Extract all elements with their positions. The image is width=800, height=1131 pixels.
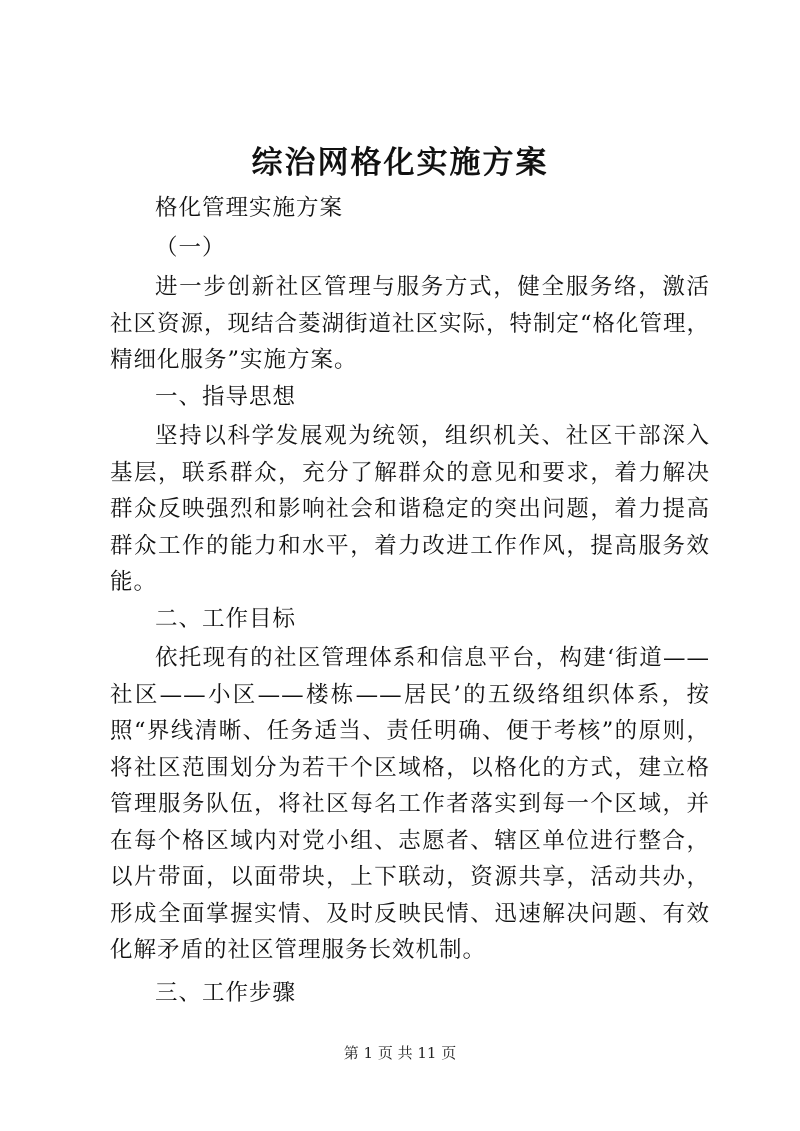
subtitle-paragraph: 格化管理实施方案 [155,195,344,221]
page-footer: 第 1 页 共 11 页 [343,1044,457,1062]
intro-paragraph: 进一步创新社区管理与服务方式，健全服务络，激活社区资源，现结合菱湖街道社区实际，特制定“格化管理，精细化服务”实施方案。 [110,274,711,373]
section-marker-paragraph: （一） [155,234,226,261]
document-title: 综治网格化实施方案 [251,145,549,181]
document-body [110,190,710,1011]
heading-guiding-ideology: 一、指导思想 [155,383,297,410]
heading-work-steps: 三、工作步骤 [155,979,297,1006]
guiding-ideology-paragraph: 坚持以科学发展观为统领，组织机关、社区干部深入基层，联系群众，充分了解群众的意见和要求，着力解决群众反映强烈和影响社会和谐稳定的突出问题，着力提高群众工作的能力和水平，着力改进工作作风，提高服务效能。 [110,423,710,595]
work-goals-paragraph: 依托现有的社区管理体系和信息平台，构建‘街道——社区——小区——楼栋——居民’的五级络组织体系，按照“界线清晰、任务适当、责任明确、便于考核”的原则，将社区范围划分为若干个区域格，以格化的方式，建立格管理服务队伍，将社区每名工作者落实到每一个区域，并在每个格区域内对党小组、志愿者、辖区单位进行整合，以片带面，以面带块，上下联动，资源共享，活动共办，形成全面掌握实情、及时反映民情、迅速解决问题、有效化解矛盾的社区管理服务长效机制。 [110,645,710,963]
heading-work-goals: 二、工作目标 [155,605,297,632]
